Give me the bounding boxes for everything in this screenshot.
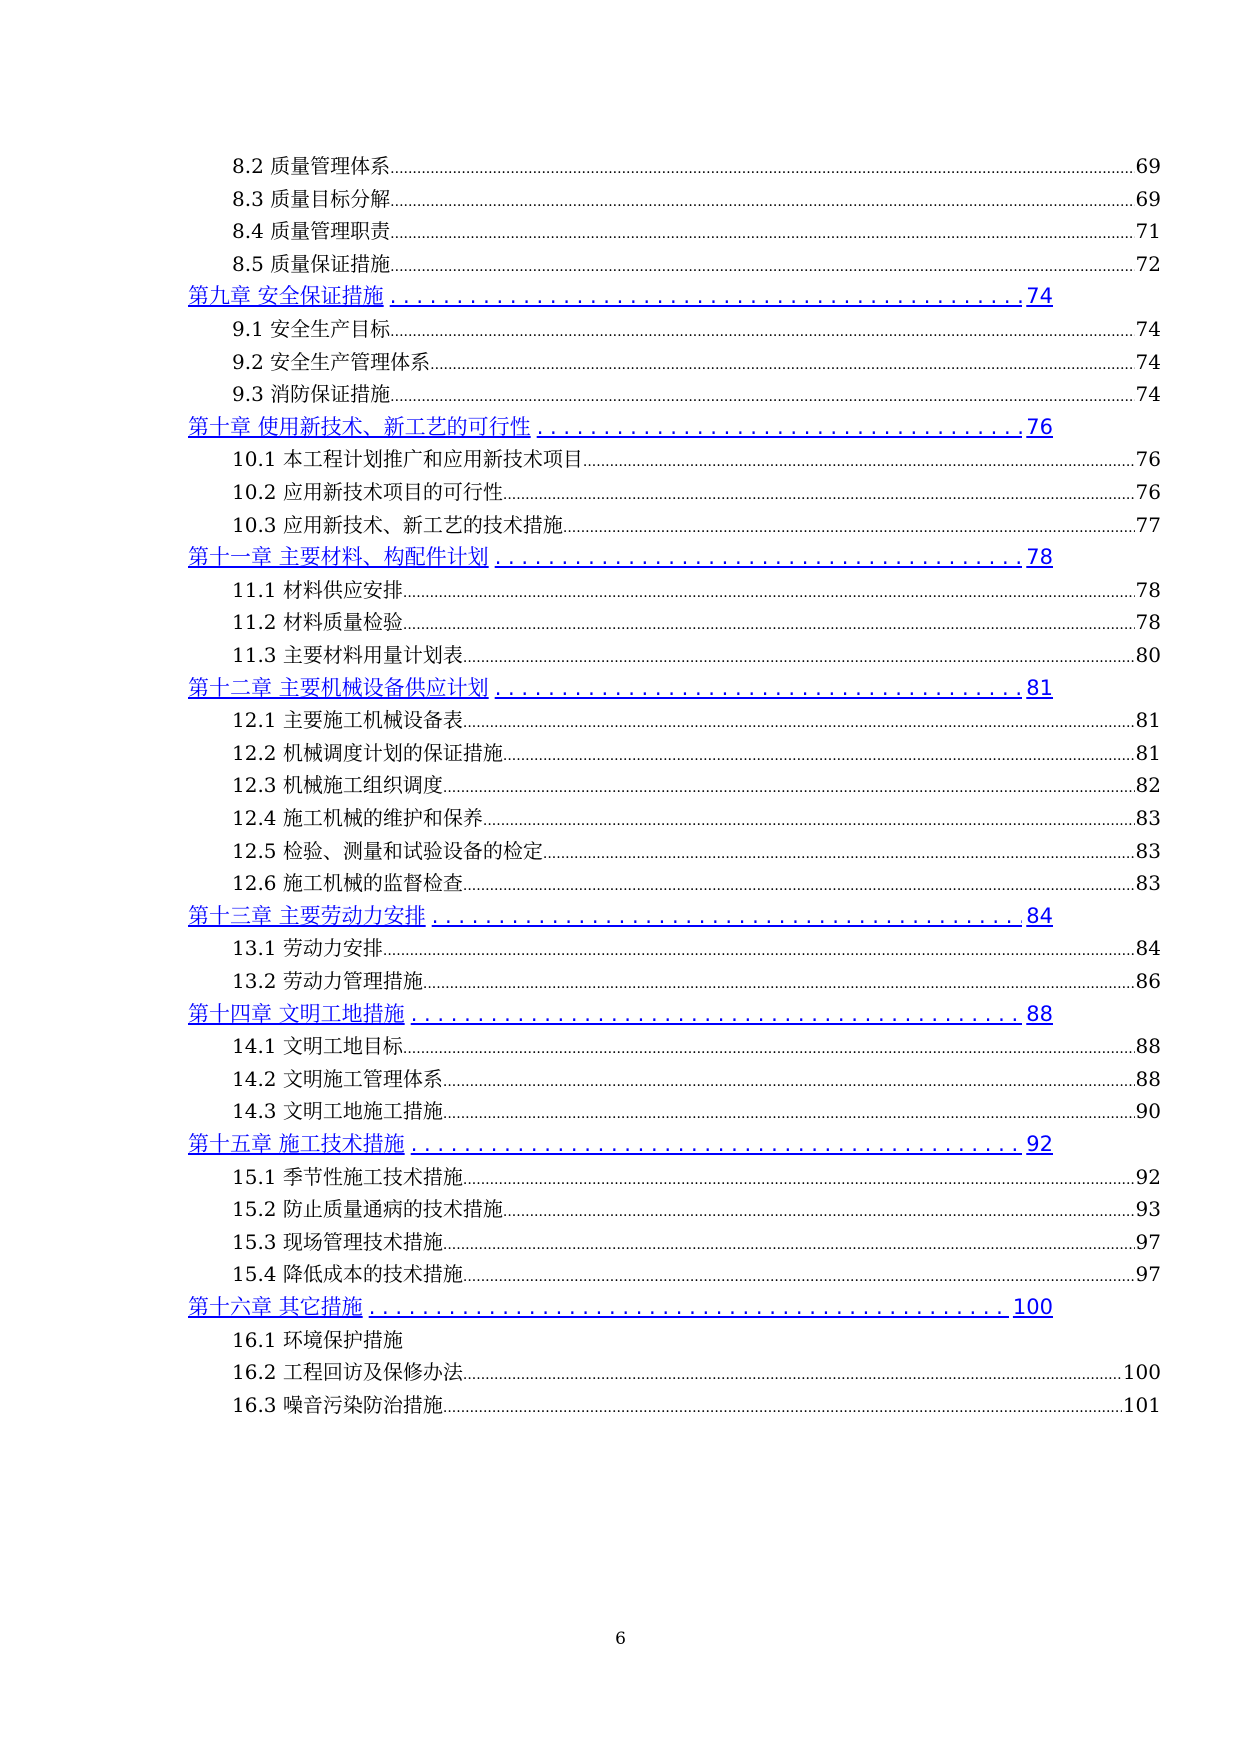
toc-chapter-link[interactable]: [188, 998, 1053, 1030]
toc-chapter-title: 第十六章 其它措施: [188, 1295, 363, 1319]
toc-page-number: 83: [1135, 871, 1161, 895]
dot-leader: [489, 541, 1023, 573]
toc-entry: [232, 378, 1161, 410]
dot-leader: [503, 476, 1135, 508]
dot-leader: [563, 509, 1135, 541]
toc-page-number: 82: [1135, 773, 1161, 797]
toc-page-number: 83: [1135, 806, 1161, 830]
toc-chapter-title: 第十四章 文明工地措施: [188, 1002, 405, 1026]
toc-entry-title: 8.3 质量目标分解: [232, 187, 391, 211]
dot-leader: [405, 1128, 1023, 1160]
toc-entry-title: 12.6 施工机械的监督检查: [232, 871, 463, 895]
toc-entry-title: 15.4 降低成本的技术措施: [232, 1262, 463, 1286]
dot-leader: [384, 280, 1023, 312]
toc-chapter-title: 第十三章 主要劳动力安排: [188, 904, 426, 928]
toc-chapter-link[interactable]: [188, 672, 1053, 704]
toc-chapter-link[interactable]: [188, 541, 1053, 573]
dot-leader: [426, 900, 1023, 932]
toc-page-number: 86: [1135, 969, 1161, 993]
toc-entry: [232, 574, 1161, 606]
dot-leader: [443, 1389, 1122, 1421]
toc-entry-title: 15.2 防止质量通病的技术措施: [232, 1197, 503, 1221]
toc-chapter-link[interactable]: [188, 280, 1053, 312]
toc-chapter-link[interactable]: [188, 900, 1053, 932]
toc-page-number: 92: [1026, 1132, 1053, 1156]
toc-entry: [232, 1258, 1161, 1290]
toc-entry: [232, 737, 1161, 769]
toc-page-number: 81: [1026, 676, 1053, 700]
dot-leader: [503, 1193, 1135, 1225]
toc-page-number: 76: [1135, 480, 1161, 504]
toc-page-number: 78: [1135, 610, 1161, 634]
toc-page-number: 88: [1135, 1034, 1161, 1058]
toc-page-number: 97: [1135, 1230, 1161, 1254]
toc-entry: [232, 606, 1161, 638]
dot-leader: [403, 606, 1135, 638]
toc-page-number: 88: [1135, 1067, 1161, 1091]
toc-page-number: 88: [1026, 1002, 1053, 1026]
toc-entry-title: 14.2 文明施工管理体系: [232, 1067, 443, 1091]
dot-leader: [483, 802, 1135, 834]
dot-leader: [443, 1226, 1135, 1258]
toc-entry: [232, 476, 1161, 508]
toc-entry-title: 16.3 噪音污染防治措施: [232, 1393, 443, 1417]
dot-leader: [390, 215, 1134, 247]
toc-chapter-title: 第九章 安全保证措施: [188, 284, 384, 308]
toc-entry-title: 11.1 材料供应安排: [232, 578, 403, 602]
toc-page-number: 80: [1135, 643, 1161, 667]
toc-entry: [232, 313, 1161, 345]
toc-entry-title: 11.3 主要材料用量计划表: [232, 643, 463, 667]
dot-leader: [390, 248, 1134, 280]
toc-page-number: 84: [1026, 904, 1053, 928]
toc-entry-title: 14.3 文明工地施工措施: [232, 1099, 443, 1123]
toc-entry: [232, 932, 1161, 964]
dot-leader: [390, 183, 1134, 215]
toc-entry: [232, 704, 1161, 736]
toc-entry: [232, 183, 1161, 215]
toc-chapter-link[interactable]: [188, 1291, 1053, 1323]
toc-entry: [232, 509, 1161, 541]
dot-leader: [390, 313, 1134, 345]
toc-entry: [232, 346, 1161, 378]
dot-leader: [463, 1258, 1135, 1290]
toc-page-number: 76: [1026, 415, 1053, 439]
toc-entry-title: 10.3 应用新技术、新工艺的技术措施: [232, 513, 563, 537]
toc-page-number: 83: [1135, 839, 1161, 863]
toc-page-number: 97: [1135, 1262, 1161, 1286]
dot-leader: [503, 737, 1135, 769]
toc-chapter-link[interactable]: [188, 411, 1053, 443]
dot-leader: [405, 998, 1023, 1030]
toc-entry-title: 12.3 机械施工组织调度: [232, 773, 443, 797]
toc-entry: [232, 150, 1161, 182]
dot-leader: [463, 704, 1135, 736]
toc-page-number: 84: [1135, 936, 1161, 960]
toc-entry-title: 11.2 材料质量检验: [232, 610, 403, 634]
toc-entry: [232, 248, 1161, 280]
dot-leader: [463, 1161, 1135, 1193]
toc-page-number: 74: [1135, 317, 1161, 341]
toc-page-number: 69: [1135, 154, 1161, 178]
toc-chapter-title: 第十二章 主要机械设备供应计划: [188, 676, 489, 700]
toc-entry-title: 15.3 现场管理技术措施: [232, 1230, 443, 1254]
dot-leader: [489, 672, 1023, 704]
toc-entry: [232, 1226, 1161, 1258]
toc-entry: [232, 769, 1161, 801]
dot-leader: [543, 835, 1135, 867]
toc-entry-title: 9.2 安全生产管理体系: [232, 350, 431, 374]
toc-entry-title: 14.1 文明工地目标: [232, 1034, 403, 1058]
toc-page-number: 81: [1135, 741, 1161, 765]
toc-entry-title: 8.4 质量管理职责: [232, 219, 391, 243]
toc-entry-title: 10.2 应用新技术项目的可行性: [232, 480, 503, 504]
toc-entry: [232, 1356, 1161, 1388]
toc-chapter-title: 第十章 使用新技术、新工艺的可行性: [188, 415, 531, 439]
toc-page-number: 77: [1135, 513, 1161, 537]
toc-entry: [232, 1193, 1161, 1225]
dot-leader: [390, 150, 1134, 182]
toc-entry-title: 16.2 工程回访及保修办法: [232, 1360, 463, 1384]
toc-page-number: 93: [1135, 1197, 1161, 1221]
toc-entry-title: 10.1 本工程计划推广和应用新技术项目: [232, 447, 583, 471]
toc-entry-title: 12.2 机械调度计划的保证措施: [232, 741, 503, 765]
page-number: 6: [615, 1629, 626, 1649]
toc-page-number: 78: [1026, 545, 1053, 569]
toc-entry-title: 13.2 劳动力管理措施: [232, 969, 423, 993]
toc-page-number: 76: [1135, 447, 1161, 471]
toc-entry-title: 8.2 质量管理体系: [232, 154, 391, 178]
toc-page-number: 69: [1135, 187, 1161, 211]
toc-entry-title: 9.3 消防保证措施: [232, 382, 391, 406]
dot-leader: [463, 867, 1135, 899]
toc-entry: [232, 965, 1161, 997]
toc-entry: [232, 215, 1161, 247]
toc-entry: [232, 1324, 1161, 1356]
toc-entry-title: 12.5 检验、测量和试验设备的检定: [232, 839, 543, 863]
toc-entry: [232, 1161, 1161, 1193]
dot-leader: [430, 346, 1134, 378]
toc-entry-title: 12.1 主要施工机械设备表: [232, 708, 463, 732]
toc-page-number: 74: [1135, 350, 1161, 374]
toc-chapter-title: 第十一章 主要材料、构配件计划: [188, 545, 489, 569]
dot-leader: [443, 1063, 1135, 1095]
dot-leader: [443, 1095, 1135, 1127]
dot-leader: [423, 965, 1135, 997]
toc-chapter-title: 第十五章 施工技术措施: [188, 1132, 405, 1156]
toc-page-number: 92: [1135, 1165, 1161, 1189]
toc-entry: [232, 802, 1161, 834]
toc-page-number: 100: [1122, 1360, 1161, 1384]
dot-leader: [363, 1291, 1009, 1323]
dot-leader: [443, 769, 1135, 801]
dot-leader: [463, 1356, 1122, 1388]
toc-entry-title: 12.4 施工机械的维护和保养: [232, 806, 483, 830]
dot-leader: [403, 574, 1135, 606]
toc-entry: [232, 835, 1161, 867]
toc-page-number: 100: [1012, 1295, 1053, 1319]
toc-entry: [232, 1030, 1161, 1062]
dot-leader: [583, 443, 1135, 475]
dot-leader: [403, 1030, 1135, 1062]
dot-leader: [383, 932, 1135, 964]
toc-entry-title: 8.5 质量保证措施: [232, 252, 391, 276]
toc-chapter-link[interactable]: [188, 1128, 1053, 1160]
dot-leader: [390, 378, 1134, 410]
toc-page-number: 74: [1135, 382, 1161, 406]
toc-page-number: 72: [1135, 252, 1161, 276]
toc-entry: [232, 1389, 1161, 1421]
toc-page-number: 74: [1026, 284, 1053, 308]
toc-entry-title: 9.1 安全生产目标: [232, 317, 391, 341]
toc-entry-title: 13.1 劳动力安排: [232, 936, 383, 960]
toc-entry: [232, 1095, 1161, 1127]
dot-leader: [531, 411, 1023, 443]
toc-entry-title: 16.1 环境保护措施: [232, 1328, 403, 1352]
toc-page-number: 90: [1135, 1099, 1161, 1123]
toc-page-number: 101: [1122, 1393, 1161, 1417]
toc-entry: [232, 443, 1161, 475]
toc-page-number: 78: [1135, 578, 1161, 602]
toc-page-number: 81: [1135, 708, 1161, 732]
toc-entry-title: 15.1 季节性施工技术措施: [232, 1165, 463, 1189]
toc-entry: [232, 1063, 1161, 1095]
toc-entry: [232, 639, 1161, 671]
toc-page-number: 71: [1135, 219, 1161, 243]
dot-leader: [463, 639, 1135, 671]
toc-entry: [232, 867, 1161, 899]
